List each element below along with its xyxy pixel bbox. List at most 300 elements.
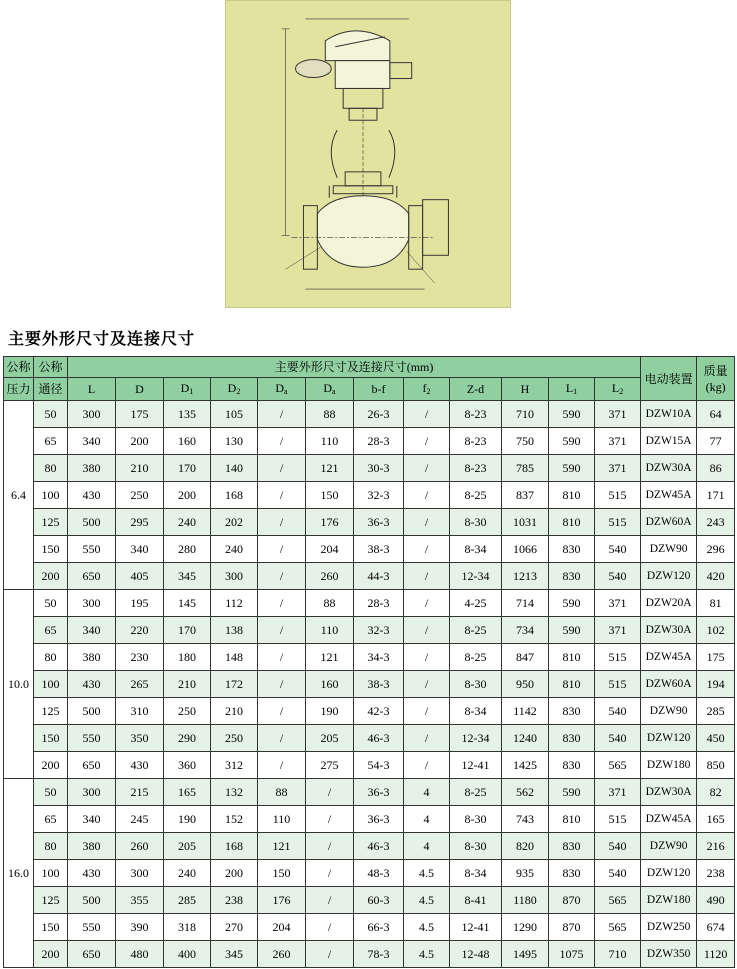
table-cell: 734 [502,617,549,644]
table-cell: 200 [34,752,68,779]
table-cell: DZW120 [641,860,697,887]
table-cell: 66-3 [354,914,404,941]
table-cell: DZW30A [641,617,697,644]
table-cell: 590 [549,401,595,428]
table-cell: 500 [68,698,116,725]
table-cell: 8-23 [450,455,502,482]
header-col [354,378,404,401]
table-cell: 125 [34,698,68,725]
table-cell: DZW15A [641,428,697,455]
table-cell: 80 [34,833,68,860]
table-cell: 148 [211,644,258,671]
table-cell: / [258,590,306,617]
table-cell: DZW90 [641,833,697,860]
table-cell: 168 [211,833,258,860]
table-cell: 830 [549,833,595,860]
table-cell: DZW60A [641,509,697,536]
table-cell: 240 [164,509,211,536]
header-col-sub: a [284,387,288,396]
table-cell: 32-3 [354,617,404,644]
table-cell: 430 [68,860,116,887]
table-cell: / [404,644,450,671]
table-cell: 150 [258,860,306,887]
table-cell: 8-34 [450,860,502,887]
table-cell: 1142 [502,698,549,725]
table-cell: 400 [164,941,211,968]
table-cell: / [404,752,450,779]
table-cell: 82 [697,779,735,806]
table-cell: / [404,671,450,698]
table-cell: DZW45A [641,806,697,833]
table-cell: 8-30 [450,671,502,698]
table-cell: 8-34 [450,536,502,563]
table-cell: 110 [306,617,354,644]
table-cell: DZW60A [641,671,697,698]
table-cell: / [258,482,306,509]
table-cell: 565 [595,752,641,779]
table-cell: 210 [211,698,258,725]
table-cell: 190 [306,698,354,725]
table-cell: 950 [502,671,549,698]
table-cell: 243 [697,509,735,536]
table-cell: 100 [34,671,68,698]
table-cell: 380 [68,644,116,671]
table-cell: 540 [595,563,641,590]
table-cell: 515 [595,482,641,509]
table-cell: 12-41 [450,914,502,941]
table-cell: 565 [595,887,641,914]
table-cell: 1290 [502,914,549,941]
table-cell: 125 [34,509,68,536]
table-cell: 4.5 [404,860,450,887]
table-cell: 50 [34,590,68,617]
table-cell: 340 [68,617,116,644]
table-cell: 250 [116,482,164,509]
table-cell: 870 [549,914,595,941]
table-cell: 48-3 [354,860,404,887]
header-col-main: L [611,381,620,395]
table-cell: / [404,401,450,428]
table-cell: / [306,941,354,968]
table-cell: 300 [211,563,258,590]
table-cell: 150 [34,914,68,941]
table-cell: 340 [116,536,164,563]
table-cell: / [404,428,450,455]
table-cell: 847 [502,644,549,671]
table-cell: 550 [68,725,116,752]
table-cell: 830 [549,752,595,779]
table-cell: 312 [211,752,258,779]
table-cell: DZW90 [641,536,697,563]
header-col [116,378,164,401]
table-cell: 590 [549,779,595,806]
table-cell: 345 [164,563,211,590]
table-row [4,860,735,887]
table-cell: 1031 [502,509,549,536]
header-col [164,378,211,401]
table-cell: 300 [68,779,116,806]
table-cell: DZW120 [641,563,697,590]
table-cell: 260 [116,833,164,860]
table-cell: 275 [306,752,354,779]
table-row [4,914,735,941]
table-cell: 540 [595,725,641,752]
table-cell: 674 [697,914,735,941]
table-cell: 360 [164,752,211,779]
header-col-main: D [227,381,237,395]
table-cell: 38-3 [354,536,404,563]
table-cell: 710 [595,941,641,968]
table-cell: 42-3 [354,698,404,725]
table-cell: 8-30 [450,806,502,833]
header-mass-bottom: (kg) [705,379,726,394]
table-cell: 714 [502,590,549,617]
table-row [4,455,735,482]
table-cell: 371 [595,590,641,617]
table-cell: 590 [549,617,595,644]
header-col-sub: 2 [236,387,241,396]
table-cell: 810 [549,806,595,833]
header-dn-bottom: 通径 [34,378,68,401]
table-cell: 135 [164,401,211,428]
table-cell: 50 [34,401,68,428]
table-cell: / [404,698,450,725]
table-cell: 145 [164,590,211,617]
table-cell: / [404,590,450,617]
table-cell: / [404,455,450,482]
table-cell: 65 [34,806,68,833]
table-cell: 102 [697,617,735,644]
table-cell: 420 [697,563,735,590]
table-cell: 590 [549,428,595,455]
table-cell: 340 [68,428,116,455]
table-cell: 4 [404,833,450,860]
table-row [4,509,735,536]
table-cell: / [258,617,306,644]
table-cell: 345 [211,941,258,968]
table-cell: 743 [502,806,549,833]
table-cell: 8-34 [450,698,502,725]
table-cell: 810 [549,644,595,671]
table-cell: 238 [697,860,735,887]
header-col [502,378,549,401]
table-cell: DZW120 [641,725,697,752]
header-row-top [4,357,735,378]
header-col-main: H [520,382,530,396]
table-cell: 160 [164,428,211,455]
table-cell: 390 [116,914,164,941]
table-cell: 295 [116,509,164,536]
table-cell: 230 [116,644,164,671]
table-cell: 80 [34,455,68,482]
table-cell: DZW45A [641,482,697,509]
table-cell: 26-3 [354,401,404,428]
table-cell: 195 [116,590,164,617]
table-cell: 540 [595,833,641,860]
table-cell: / [258,563,306,590]
header-col-main: D [180,381,190,395]
table-cell: / [404,725,450,752]
table-row [4,590,735,617]
table-cell: 837 [502,482,549,509]
table-cell: 296 [697,536,735,563]
table-cell: 132 [211,779,258,806]
table-cell: 515 [595,671,641,698]
table-cell: 430 [68,482,116,509]
table-cell: 160 [306,671,354,698]
table-cell: 220 [116,617,164,644]
table-cell: 4.5 [404,941,450,968]
table-cell: 8-25 [450,482,502,509]
header-col [549,378,595,401]
table-row [4,698,735,725]
table-cell: 850 [697,752,735,779]
table-cell: 190 [164,806,211,833]
table-cell: 1075 [549,941,595,968]
table-cell: 176 [258,887,306,914]
table-cell: 490 [697,887,735,914]
table-cell: 64 [697,401,735,428]
table-cell: 318 [164,914,211,941]
table-cell: 810 [549,509,595,536]
header-row-bottom [4,378,735,401]
table-cell: 240 [164,860,211,887]
table-cell: 8-23 [450,401,502,428]
table-cell: 200 [34,563,68,590]
table-cell: 310 [116,698,164,725]
table-row [4,671,735,698]
table-cell: 204 [306,536,354,563]
table-cell: / [404,509,450,536]
table-cell: 830 [549,725,595,752]
header-col [68,378,116,401]
table-cell: / [258,455,306,482]
table-cell: 371 [595,428,641,455]
table-cell: 480 [116,941,164,968]
header-col [211,378,258,401]
table-cell: 260 [258,941,306,968]
table-cell: DZW180 [641,887,697,914]
header-pressure-bottom: 压力 [4,378,34,401]
table-cell: 175 [697,644,735,671]
table-cell: 140 [211,455,258,482]
table-cell: 650 [68,563,116,590]
table-cell: 32-3 [354,482,404,509]
table-cell: 34-3 [354,644,404,671]
table-cell: 8-25 [450,779,502,806]
table-row [4,887,735,914]
table-cell: DZW350 [641,941,697,968]
table-cell: 36-3 [354,779,404,806]
header-col-main: Z-d [466,382,485,396]
table-cell: 165 [164,779,211,806]
table-row [4,779,735,806]
table-cell: 202 [211,509,258,536]
table-cell: 100 [34,860,68,887]
table-cell: 112 [211,590,258,617]
table-cell: 81 [697,590,735,617]
table-cell: 1240 [502,725,549,752]
header-col [258,378,306,401]
table-cell: 150 [34,725,68,752]
table-cell: DZW90 [641,698,697,725]
header-device: 电动装置 [641,357,697,401]
table-cell: 280 [164,536,211,563]
table-cell: 870 [549,887,595,914]
table-cell: DZW20A [641,590,697,617]
table-cell: 77 [697,428,735,455]
table-cell: DZW30A [641,455,697,482]
table-row [4,644,735,671]
table-cell: 371 [595,455,641,482]
table-cell: 110 [258,806,306,833]
table-cell: / [306,860,354,887]
table-row [4,536,735,563]
table-row [4,941,735,968]
header-col-main: D [135,382,144,396]
table-row [4,617,735,644]
table-cell: 30-3 [354,455,404,482]
table-row [4,482,735,509]
table-cell: / [404,617,450,644]
table-cell: 215 [116,779,164,806]
table-cell: 210 [164,671,211,698]
table-cell: 500 [68,887,116,914]
table-cell: 540 [595,860,641,887]
table-cell: 1180 [502,887,549,914]
table-cell: 200 [116,428,164,455]
table-row [4,725,735,752]
table-cell: 200 [164,482,211,509]
table-cell: 290 [164,725,211,752]
table-cell: 125 [34,887,68,914]
header-col-main: D [323,381,333,395]
table-cell: 830 [549,563,595,590]
table-cell: DZW180 [641,752,697,779]
table-cell: 830 [549,536,595,563]
table-cell: 8-25 [450,617,502,644]
table-cell: 810 [549,482,595,509]
header-col-sub: 2 [426,387,431,396]
header-col-sub: 1 [189,387,194,396]
header-col [450,378,502,401]
table-cell: 78-3 [354,941,404,968]
table-cell: 28-3 [354,590,404,617]
table-cell: 4.5 [404,887,450,914]
table-cell: 8-25 [450,644,502,671]
table-cell: 44-3 [354,563,404,590]
table-cell: 350 [116,725,164,752]
table-cell: 200 [34,941,68,968]
table-cell: 105 [211,401,258,428]
header-col-main: L [87,382,96,396]
table-cell: / [306,914,354,941]
header-col-main: L [565,381,574,395]
table-cell: 515 [595,806,641,833]
table-cell: 515 [595,509,641,536]
table-cell: / [258,752,306,779]
table-cell: 515 [595,644,641,671]
table-cell: 562 [502,779,549,806]
table-cell: 371 [595,779,641,806]
table-cell: 121 [306,455,354,482]
table-cell: 152 [211,806,258,833]
table-cell: 300 [116,860,164,887]
table-cell: 300 [68,590,116,617]
table-cell: 270 [211,914,258,941]
header-col-sub: 1 [573,387,578,396]
table-cell: 340 [68,806,116,833]
header-col-main: D [275,381,285,395]
table-cell: 165 [697,806,735,833]
table-row [4,401,735,428]
table-cell: 371 [595,617,641,644]
table-cell: 540 [595,698,641,725]
table-cell: 88 [306,590,354,617]
table-cell: / [306,806,354,833]
table-row [4,833,735,860]
table-cell: 88 [258,779,306,806]
table-row [4,752,735,779]
table-cell: 785 [502,455,549,482]
table-cell: 8-30 [450,833,502,860]
table-cell: 170 [164,455,211,482]
table-cell: 500 [68,509,116,536]
table-cell: 28-3 [354,428,404,455]
table-cell: / [258,509,306,536]
table-cell: DZW250 [641,914,697,941]
table-cell: 4 [404,779,450,806]
table-cell: 355 [116,887,164,914]
table-cell: 65 [34,428,68,455]
table-cell: 4-25 [450,590,502,617]
table-cell: DZW45A [641,644,697,671]
table-cell: 46-3 [354,725,404,752]
table-cell: 710 [502,401,549,428]
valve-drawing [225,0,511,308]
pressure-cell: 10.0 [4,590,34,779]
table-cell: 12-34 [450,725,502,752]
table-cell: / [258,536,306,563]
table-cell: 550 [68,536,116,563]
table-cell: DZW10A [641,401,697,428]
table-cell: 172 [211,671,258,698]
table-cell: 194 [697,671,735,698]
table-cell: 430 [68,671,116,698]
header-col [404,378,450,401]
table-cell: 180 [164,644,211,671]
table-cell: 8-30 [450,509,502,536]
table-cell: 205 [164,833,211,860]
table-cell: 650 [68,941,116,968]
header-col-sub: a [332,387,336,396]
table-cell: 830 [549,860,595,887]
table-cell: 8-23 [450,428,502,455]
table-cell: 36-3 [354,509,404,536]
table-cell: 540 [595,536,641,563]
table-cell: 38-3 [354,671,404,698]
table-cell: / [258,644,306,671]
table-row [4,563,735,590]
table-cell: 12-48 [450,941,502,968]
table-cell: 250 [211,725,258,752]
table-cell: 60-3 [354,887,404,914]
table-cell: 138 [211,617,258,644]
table-cell: 36-3 [354,806,404,833]
table-cell: / [404,482,450,509]
table-cell: 285 [164,887,211,914]
table-cell: / [258,725,306,752]
